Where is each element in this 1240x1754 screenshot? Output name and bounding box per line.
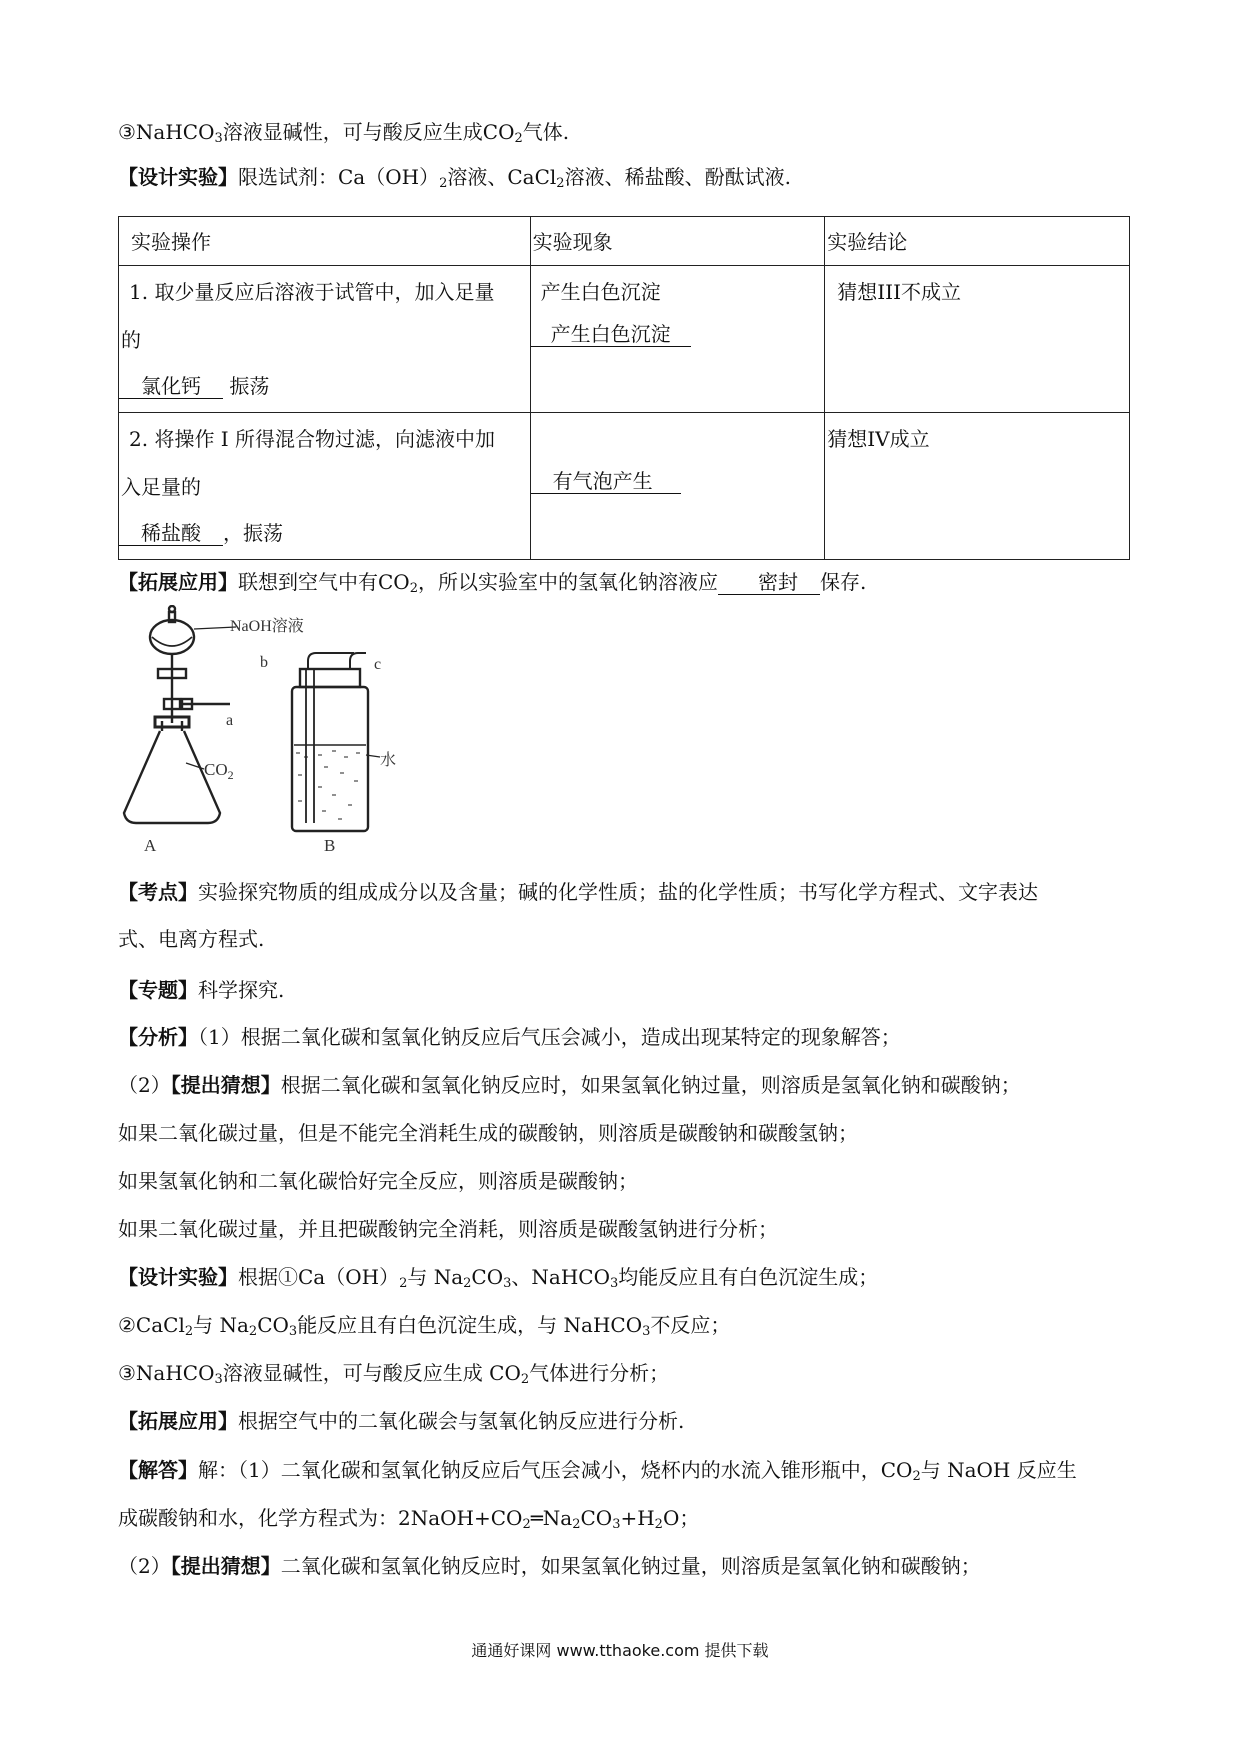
section-tag: 【考点】 [118,880,198,904]
jieda-line-3 [118,1552,1128,1580]
label-b: b [260,654,268,671]
subscript: 3 [503,1276,512,1291]
text: 根据空气中的二氧化碳会与氢氧化钠反应进行分析. [238,1409,685,1433]
fenxi-line [118,1023,1128,1051]
text: O； [662,1506,700,1530]
text: 均能反应且有白色沉淀生成； [618,1265,879,1289]
text: 溶液显碱性，可与酸反应生成 CO [222,1361,521,1385]
section-tag: 【提出猜想】 [170,1073,281,1097]
text: CO [580,1506,613,1530]
text: 如果二氧化碳过量，但是不能完全消耗生成的碳酸钠，则溶质是碳酸钠和碳酸氢钠； [118,1121,858,1145]
subscript: 2 [654,1517,663,1532]
fenxi-line-2 [118,1071,1128,1099]
text: （2） [118,1073,171,1097]
label-a: a [226,712,234,729]
text: ═Na [530,1506,573,1530]
subscript: 2 [522,1517,531,1532]
text: 、NaHCO [511,1265,610,1289]
text: 解：（1）二氧化碳和氢氧化钠反应后气压会减小，烧杯内的水流入锥形瓶中，CO [198,1458,913,1482]
fenxi-line-5 [118,1215,1128,1243]
text: CO [257,1313,289,1337]
text: ③NaHCO [118,120,215,144]
text: 二氧化碳和氢氧化钠反应时，如果氢氧化钠过量，则溶质是氢氧化钠和碳酸钠； [280,1554,981,1578]
section-tag: 【设计实验】 [118,165,238,189]
text: （2） [118,1554,171,1578]
phenomenon-cell [530,413,825,560]
header-cell [530,217,825,266]
apparatus-figure [118,605,418,855]
subscript: 2 [463,1276,472,1291]
water-label: 水 [380,752,397,769]
text: 式、电离方程式. [118,927,265,951]
subscript: 3 [214,131,223,146]
subscript: 2 [572,1517,581,1532]
operation-text: 1. 取少量反应后溶液于试管中，加入足量 [129,280,495,304]
text: 不反应； [650,1313,731,1337]
zhuanti-line [118,976,1128,1004]
table-row [119,413,1130,560]
sheji-line [118,1263,1128,1298]
answer-blank: 稀盐酸 [119,521,223,546]
conclusion-text: 猜想III不成立 [837,280,961,304]
text: （1）根据二氧化碳和氢氧化钠反应后气压会减小，造成出现某特定的现象解答； [198,1025,901,1049]
text: 溶液显碱性，可与酸反应生成CO [222,120,515,144]
answer-blank: 氯化钙 [119,374,223,399]
phenomenon-cell [530,266,825,413]
conclusion-cell [825,266,1130,413]
text: 如果氢氧化钠和二氧化碳恰好完全反应，则溶质是碳酸钠； [118,1169,638,1193]
text: 气体进行分析； [529,1361,670,1385]
flask-apparatus-a [124,606,236,823]
sheji-line-3 [118,1359,1128,1394]
subscript: 3 [642,1324,651,1339]
table-row [119,266,1130,413]
subscript: 2 [556,176,565,191]
operation-text: 入足量的 [121,475,201,499]
section-tag: 【拓展应用】 [118,570,238,594]
text: +H [620,1506,655,1530]
text: ③NaHCO [118,1361,215,1385]
reagent-note-line [118,118,1128,153]
subscript: 2 [184,1324,194,1339]
text: 能反应且有白色沉淀生成，与 NaHCO [297,1313,643,1337]
conclusion-cell [825,413,1130,560]
operation-text: ，振荡 [223,521,283,545]
text: 与 Na [407,1265,464,1289]
subscript: 2 [514,131,523,146]
text: 与 Na [193,1313,249,1337]
text: 气体. [522,120,570,144]
kaodian-line-2 [118,925,1128,953]
subscript: 2 [399,1276,408,1291]
fenxi-line-3 [118,1119,1128,1147]
header-cell [119,217,531,266]
kaodian-line [118,878,1128,906]
fenxi-line-4 [118,1167,1128,1195]
text: 溶液、CaCl [447,165,557,189]
subscript: 2 [520,1372,530,1387]
jieda-line [118,1456,1128,1491]
answer-blank: 密封 [718,570,820,595]
subscript: 2 [439,176,448,191]
sheji-line-2 [118,1311,1128,1346]
label-c: c [374,656,382,673]
subscript: 2 [409,581,418,596]
subscript: 3 [288,1324,298,1339]
operation-text: 的 [121,328,141,352]
experiment-table [118,216,1130,560]
section-tag: 【解答】 [118,1458,198,1482]
answer-blank: 有气泡产生 [531,469,681,494]
section-tag: 【分析】 [118,1025,198,1049]
extension-line [118,568,1128,603]
naoh-label: NaOH溶液 [230,618,304,635]
section-tag: 【设计实验】 [118,1265,238,1289]
subscript: 2 [912,1469,921,1484]
operation-cell [119,413,531,560]
section-tag: 【专题】 [118,978,198,1002]
subscript: 3 [214,1372,223,1387]
text: 成碳酸钠和水，化学方程式为：2NaOH+CO [118,1506,523,1530]
operation-text: 振荡 [229,374,270,398]
label-B: B [324,836,336,855]
answer-blank: 产生白色沉淀 [531,322,691,347]
tuozhan-line [118,1407,1128,1435]
text: ②CaCl [118,1313,185,1337]
text: 如果二氧化碳过量，并且把碳酸钠完全消耗，则溶质是碳酸氢钠进行分析； [118,1217,778,1241]
jieda-line-2 [118,1504,1128,1539]
header-operation: 实验操作 [131,230,211,254]
table-header-row [119,217,1130,266]
text: 溶液、稀盐酸、酚酞试液. [564,165,791,189]
section-tag: 【拓展应用】 [118,1409,238,1433]
text: CO [471,1265,504,1289]
text: 保存. [819,570,867,594]
subscript: 2 [248,1324,258,1339]
operation-text: 2. 将操作 I 所得混合物过滤，向滤液中加 [129,427,496,451]
label-A: A [144,836,157,855]
phenomenon-text: 产生白色沉淀 [540,280,661,304]
section-tag: 【提出猜想】 [170,1554,281,1578]
header-cell [825,217,1130,266]
subscript: 3 [609,1276,619,1291]
header-phenomenon: 实验现象 [532,230,613,254]
text: 实验探究物质的组成成分以及含量；碱的化学性质；盐的化学性质；书写化学方程式、文字表达 [198,880,1038,904]
text: 根据①Ca（OH） [238,1265,400,1289]
co2-label: $CO_2$ [204,760,234,782]
header-conclusion: 实验结论 [827,230,908,254]
text: 限选试剂：Ca（OH） [238,165,440,189]
text: 科学探究. [198,978,285,1002]
text: 根据二氧化碳和氢氧化钠反应时，如果氢氧化钠过量，则溶质是氢氧化钠和碳酸钠； [280,1073,1021,1097]
text: 联想到空气中有CO [238,570,410,594]
gas-bottle-b [292,653,380,831]
conclusion-text: 猜想IV成立 [827,427,930,451]
operation-cell [119,266,531,413]
text: 与 NaOH 反应生 [920,1458,1077,1482]
page-footer: 通通好课网 www.tthaoke.com 提供下载 [471,1641,769,1660]
design-experiment-line [118,163,1128,198]
text: ，所以实验室中的氢氧化钠溶液应 [417,570,718,594]
subscript: 3 [612,1517,621,1532]
